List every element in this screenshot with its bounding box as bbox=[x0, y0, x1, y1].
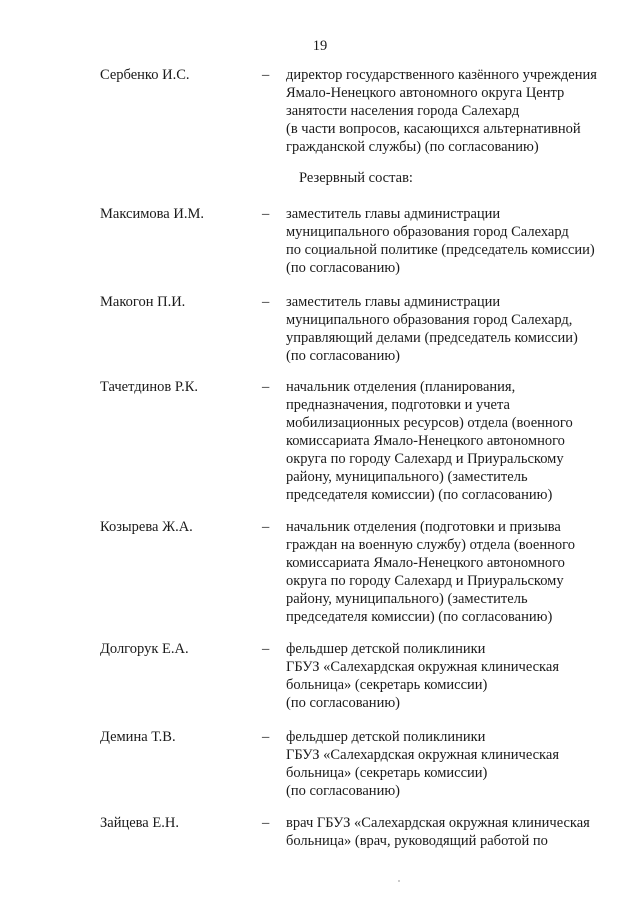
position-line: Ямало-Ненецкого автономного округа Центр bbox=[286, 85, 565, 101]
position-line: (по согласованию) bbox=[286, 348, 400, 364]
dash-separator: – bbox=[262, 294, 270, 310]
position-line: ГБУЗ «Салехардская окружная клиническая bbox=[286, 747, 559, 763]
member-name: Тачетдинов Р.К. bbox=[100, 379, 199, 395]
dash-separator: – bbox=[262, 729, 270, 745]
position-line: фельдшер детской поликлиники bbox=[286, 641, 486, 657]
position-line: граждан на военную службу) отдела (военного bbox=[286, 537, 575, 553]
position-line: больница» (секретарь комиссии) bbox=[286, 765, 488, 781]
position-line: больница» (врач, руководящий работой по bbox=[286, 833, 548, 849]
member-name: Максимова И.М. bbox=[100, 206, 204, 222]
scan-speck bbox=[398, 880, 400, 882]
position-line: (в части вопросов, касающихся альтернативной bbox=[286, 121, 581, 137]
member-name: Макогон П.И. bbox=[100, 294, 186, 310]
position-line: заместитель главы администрации bbox=[286, 206, 501, 222]
dash-separator: – bbox=[262, 67, 270, 83]
position-line: гражданской службы) (по согласованию) bbox=[286, 139, 539, 155]
page-number: 19 bbox=[312, 38, 328, 54]
position-line: муниципального образования город Салехард bbox=[286, 224, 569, 240]
member-position bbox=[286, 814, 616, 850]
position-line: району, муниципального) (заместитель bbox=[286, 591, 528, 607]
position-line: занятости населения города Салехард bbox=[286, 103, 520, 119]
member-name: Долгорук Е.А. bbox=[100, 641, 189, 657]
dash-separator: – bbox=[262, 379, 270, 395]
member-position bbox=[286, 66, 616, 156]
position-line: (по согласованию) bbox=[286, 260, 400, 276]
reserve-heading: Резервный состав: bbox=[299, 170, 413, 186]
position-line: (по согласованию) bbox=[286, 783, 400, 799]
position-line: району, муниципального) (заместитель bbox=[286, 469, 528, 485]
position-line: мобилизационных ресурсов) отдела (военного bbox=[286, 415, 573, 431]
position-line: начальник отделения (подготовки и призыва bbox=[286, 519, 561, 535]
position-line: председателя комиссии) (по согласованию) bbox=[286, 487, 553, 503]
member-position bbox=[286, 728, 616, 800]
member-position bbox=[286, 293, 616, 365]
position-line: (по согласованию) bbox=[286, 695, 400, 711]
position-line: предназначения, подготовки и учета bbox=[286, 397, 510, 413]
member-name: Зайцева Е.Н. bbox=[100, 815, 179, 831]
dash-separator: – bbox=[262, 519, 270, 535]
position-line: комиссариата Ямало-Ненецкого автономного bbox=[286, 433, 565, 449]
member-position bbox=[286, 205, 616, 277]
member-name: Сербенко И.С. bbox=[100, 67, 190, 83]
position-line: ГБУЗ «Салехардская окружная клиническая bbox=[286, 659, 559, 675]
position-line: управляющий делами (председатель комиссии) bbox=[286, 330, 578, 346]
member-position bbox=[286, 518, 616, 626]
dash-separator: – bbox=[262, 815, 270, 831]
dash-separator: – bbox=[262, 641, 270, 657]
position-line: врач ГБУЗ «Салехардская окружная клиническая bbox=[286, 815, 590, 831]
position-line: муниципального образования город Салехард, bbox=[286, 312, 573, 328]
member-position bbox=[286, 640, 616, 712]
position-line: директор государственного казённого учреждения bbox=[286, 67, 597, 83]
member-name: Козырева Ж.А. bbox=[100, 519, 193, 535]
position-line: заместитель главы администрации bbox=[286, 294, 501, 310]
dash-separator: – bbox=[262, 206, 270, 222]
member-position bbox=[286, 378, 616, 504]
position-line: округа по городу Салехард и Приуральскому bbox=[286, 573, 564, 589]
member-name: Демина Т.В. bbox=[100, 729, 176, 745]
position-line: комиссариата Ямало-Ненецкого автономного bbox=[286, 555, 565, 571]
position-line: по социальной политике (председатель комиссии) bbox=[286, 242, 595, 258]
position-line: больница» (секретарь комиссии) bbox=[286, 677, 488, 693]
position-line: председателя комиссии) (по согласованию) bbox=[286, 609, 553, 625]
position-line: фельдшер детской поликлиники bbox=[286, 729, 486, 745]
position-line: округа по городу Салехард и Приуральскому bbox=[286, 451, 564, 467]
position-line: начальник отделения (планирования, bbox=[286, 379, 516, 395]
